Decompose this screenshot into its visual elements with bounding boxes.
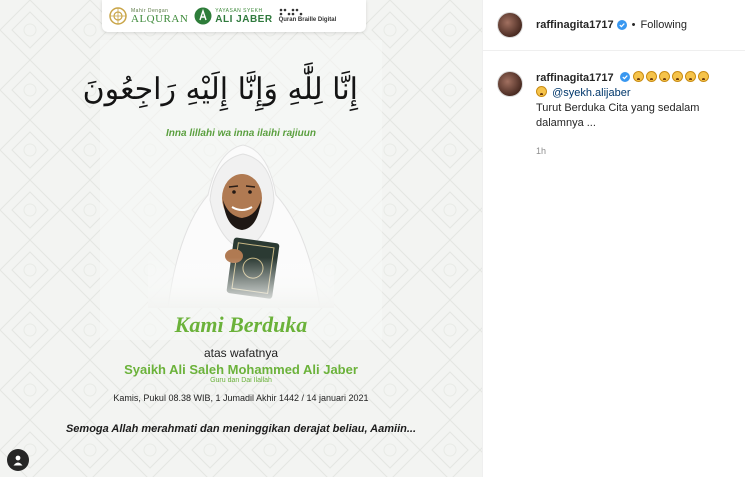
prayer-text: Semoga Allah merahmati dan meninggikan derajat beliau, Aamiin...: [65, 423, 417, 435]
post-side-panel: [482, 0, 745, 477]
transliteration-text: Inna lillahi wa inna ilaihi rajiuun: [165, 128, 317, 139]
crying-emoji-icon: [633, 71, 644, 82]
header-username[interactable]: raffinagita1717: [536, 19, 614, 31]
caption-comment: [483, 51, 745, 159]
caption-username[interactable]: raffinagita1717: [536, 72, 614, 84]
mahir-small-text: Mahir Dengan: [131, 7, 169, 14]
following-button[interactable]: Following: [640, 19, 687, 31]
braille-text: Quran Braille Digital: [278, 17, 337, 23]
crying-emoji-icon: [672, 71, 683, 82]
user-icon: [12, 454, 24, 466]
date-line: Kamis, Pukul 08.38 WIB, 1 Jumadil Akhir 1442 / 14 januari 2021: [113, 393, 369, 403]
caption-text: Turut Berduka Cita yang sedalam dalamnya ...: [536, 102, 700, 129]
ali-jaber-logo: [194, 7, 272, 25]
braille-logo: [279, 8, 337, 24]
tagged-users-button[interactable]: [7, 449, 29, 471]
crying-emoji-icon: [685, 71, 696, 82]
yayasan-small-text: YAYASAN SYEKH: [215, 7, 263, 14]
verified-badge-icon: [620, 72, 630, 82]
arabic-calligraphy: إِنَّا لِلَّٰهِ وَإِنَّا إِلَيْهِ رَاجِعُونَ: [82, 72, 358, 107]
leaf-logo-icon: [194, 7, 212, 25]
caption-body: [536, 71, 731, 159]
caption-avatar[interactable]: [497, 71, 523, 97]
ornament-icon: [108, 6, 128, 26]
deceased-name: Syaikh Ali Saleh Mohammed Ali Jaber: [124, 362, 358, 377]
verified-badge-icon: [617, 20, 627, 30]
separator-dot: •: [631, 19, 636, 31]
portrait-illustration: [148, 140, 334, 308]
avatar[interactable]: [497, 12, 523, 38]
mahir-big-text: ALQURAN: [131, 12, 189, 25]
crying-emoji-icon: [698, 71, 709, 82]
atas-wafatnya-text: atas wafatnya: [203, 346, 279, 360]
crying-emoji-icon: [536, 86, 547, 97]
headline-kami-berduka: Kami Berduka: [174, 312, 308, 337]
mahir-alquran-logo: [108, 6, 188, 26]
mention-link[interactable]: @syekh.alijaber: [552, 87, 631, 99]
braille-dots-icon: [279, 8, 303, 16]
crying-emoji-icon: [659, 71, 670, 82]
role-text: Guru dan Dai Ilallah: [210, 377, 272, 384]
post-header: [483, 0, 745, 51]
yayasan-big-text: ALI JABER: [215, 13, 273, 25]
post-timestamp[interactable]: 1h: [536, 146, 547, 156]
crying-emoji-icon: [646, 71, 657, 82]
sponsor-logo-bar: [102, 0, 366, 32]
